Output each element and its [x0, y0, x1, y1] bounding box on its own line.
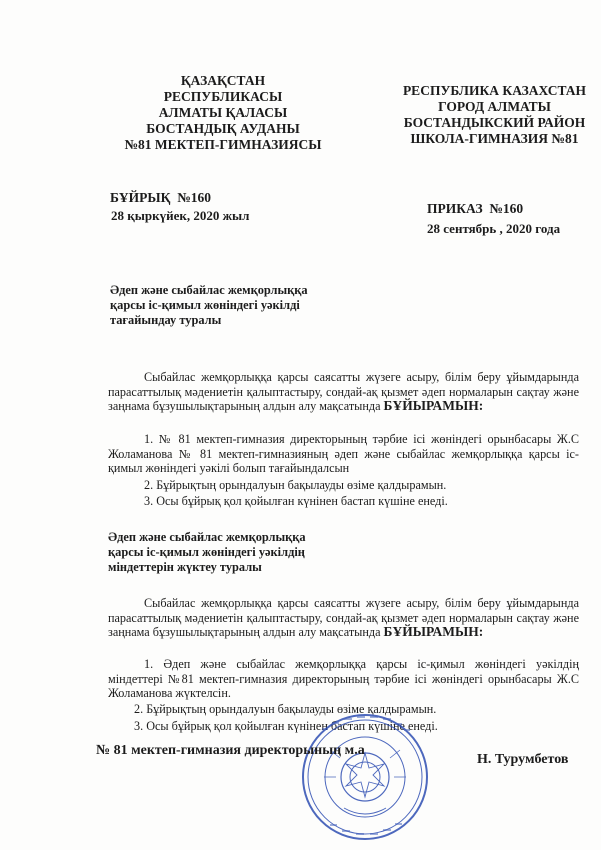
- section1-item2: 2. Бұйрықтың орындалуын бақылауды өзіме қалдырамын.: [144, 478, 447, 492]
- section2-item1: 1. Әдеп және сыбайлас жемқорлыққа қарсы іс-қимыл жөніндегі уәкілдің міндеттері №81 мектеп-гимназия директорының тәрбие ісі жөніндегі орынбасары Ж.С Жоламанова жүктелсін.: [108, 657, 579, 701]
- section1-title: [110, 283, 370, 328]
- header-kz-line: БОСТАНДЫҚ АУДАНЫ: [146, 121, 300, 136]
- section1-item1: 1. № 81 мектеп-гимназия директорының тәрбие ісі жөніндегі орынбасары Ж.С Жоламанова № 81 мектеп-гимназияның әдеп және сыбайлас жемқорлыққа қарсы іс-қимыл жөніндегі уәкілі болып тағайындалсын: [108, 432, 579, 476]
- order-kz-date: 28 қыркүйек, 2020 жыл: [111, 208, 250, 223]
- section2-item2: 2. Бұйрықтың орындалуын бақылауды өзіме қалдырамын.: [134, 702, 437, 716]
- header-ru-line: ГОРОД АЛМАТЫ: [438, 99, 551, 114]
- signature-position: № 81 мектеп-гимназия директорының м.а: [96, 743, 365, 758]
- section2-title-line: Әдеп және сыбайлас жемқорлыққа: [108, 530, 306, 544]
- section1-title-line: Әдеп және сыбайлас жемқорлыққа: [110, 283, 308, 297]
- section2-title-line: міндеттерін жүктеу туралы: [108, 560, 262, 574]
- section1-order-word: БҰЙЫРАМЫН:: [383, 398, 484, 414]
- section1-intro: [108, 370, 579, 414]
- header-kz-line: №81 МЕКТЕП-ГИМНАЗИЯСЫ: [124, 137, 322, 152]
- section2-order-word: БҰЙЫРАМЫН:: [383, 624, 484, 640]
- section2-intro: [108, 596, 579, 640]
- header-kz-line: ҚАЗАҚСТАН: [180, 73, 266, 88]
- header-ru-line: РЕСПУБЛИКА КАЗАХСТАН: [402, 83, 587, 98]
- section2-intro-text: Сыбайлас жемқорлыққа қарсы саясатты жүзеге асыру, білім беру ұйымдарында парасаттылық мәдениетін қалыптастыру, сондай-ақ қызмет әдеп нормаларын сақтау және заңнама бұзушылықтарының алдын алу мақсатында: [108, 596, 579, 640]
- section2-title-line: қарсы іс-қимыл жөніндегі уәкілдің: [108, 545, 305, 559]
- signature-name: Н. Турумбетов: [477, 752, 569, 767]
- order-ru-label: ПРИКАЗ №160: [427, 201, 524, 216]
- header-kz-line: АЛМАТЫ ҚАЛАСЫ: [158, 105, 288, 120]
- order-kz-label: БҰЙРЫҚ №160: [110, 190, 212, 205]
- section1-title-line: тағайындау туралы: [110, 313, 222, 327]
- section1-intro-text: Сыбайлас жемқорлыққа қарсы саясатты жүзеге асыру, білім беру ұйымдарында парасаттылық мәдениетін қалыптастыру, сондай-ақ қызмет әдеп нормаларын сақтау және заңнама бұзушылықтарының алдын алу мақсатында: [108, 370, 579, 414]
- section1-item3: 3. Осы бұйрық қол қойылған күнінен бастап күшіне енеді.: [144, 494, 448, 508]
- header-kz: [118, 73, 328, 153]
- order-ru-date: 28 сентябрь , 2020 года: [427, 221, 561, 236]
- section2-item3: 3. Осы бұйрық қол қойылған күнінен бастап күшіне енеді.: [134, 719, 438, 733]
- header-ru-line: ШКОЛА-ГИМНАЗИЯ №81: [410, 131, 579, 146]
- header-ru-line: БОСТАНДЫКСКИЙ РАЙОН: [403, 115, 586, 130]
- header-ru: [392, 83, 597, 147]
- section2-title: [108, 530, 368, 575]
- section1-title-line: қарсы іс-қимыл жөніндегі уәкілді: [110, 298, 300, 312]
- header-kz-line: РЕСПУБЛИКАСЫ: [163, 89, 283, 104]
- official-stamp: [300, 712, 430, 842]
